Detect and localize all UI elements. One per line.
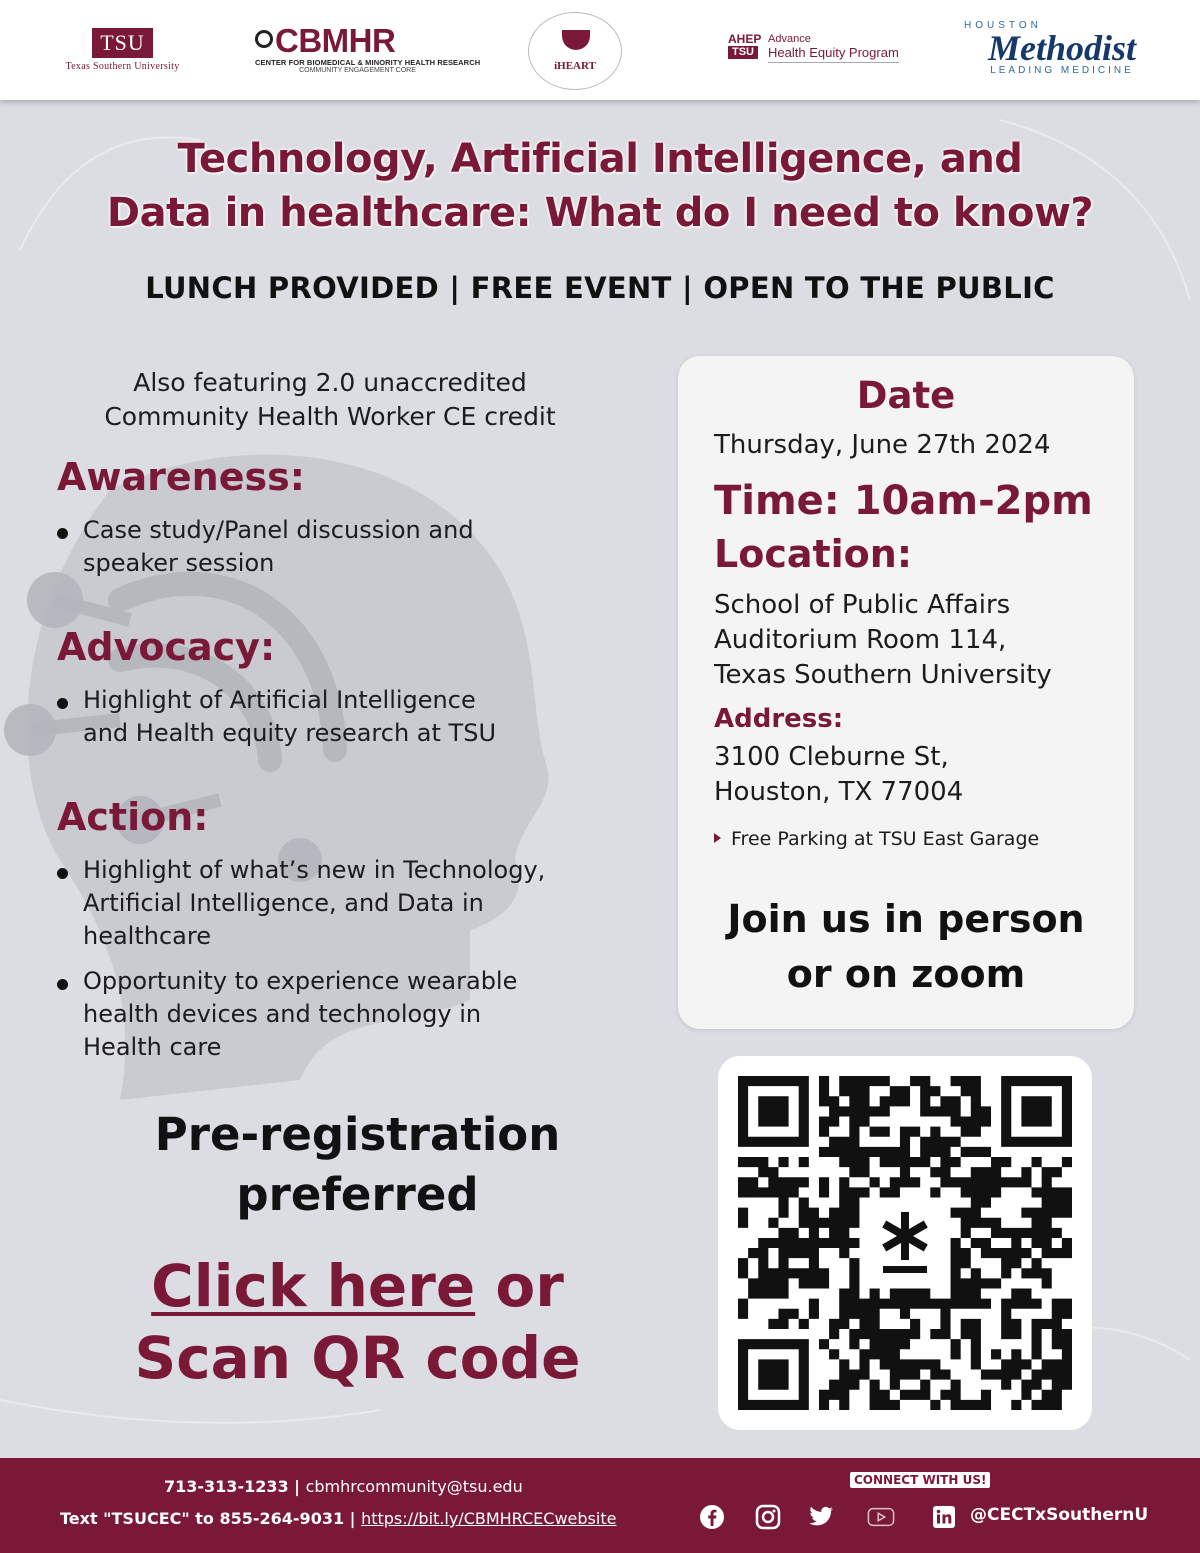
bullet-dot-icon (57, 979, 68, 990)
awareness-heading: Awareness: (57, 455, 305, 499)
qr-center-asterisk-icon (882, 1212, 928, 1273)
event-details-card (678, 356, 1134, 1029)
methodist-logo-top: HOUSTON (964, 20, 1042, 31)
date-heading: Date (856, 374, 956, 417)
logo-bar (0, 0, 1200, 100)
event-banner: LUNCH PROVIDED | FREE EVENT | OPEN TO THE PUBLIC (145, 271, 1055, 305)
event-time: Time: 10am-2pm (714, 478, 1093, 524)
location-line: School of Public Affairs (714, 590, 1011, 620)
ahep-logo-mark: AHEP (728, 32, 762, 46)
join-line2: or on zoom (786, 952, 1026, 996)
cbmhr-swirl-icon (255, 30, 273, 48)
qr-finder-center (758, 1359, 788, 1389)
cbmhr-logo-mark: CBMHR (275, 22, 396, 59)
preregistration-line2: preferred (236, 1168, 479, 1221)
action-heading: Action: (57, 795, 209, 839)
iheart-seal-icon (528, 12, 622, 90)
location-line: Auditorium Room 114, (714, 625, 1007, 655)
bullet-line: Case study/Panel discussion and (83, 516, 474, 544)
bullet-dot-icon (57, 868, 68, 879)
houston-methodist-logo (962, 20, 1162, 76)
tsu-logo (50, 28, 195, 72)
join-line1: Join us in person (727, 897, 1085, 941)
join-note (678, 892, 1134, 1002)
ahep-logo-line1: Advance (768, 33, 811, 45)
ahep-logo-badge: TSU (728, 46, 758, 59)
location-heading: Location: (714, 532, 913, 576)
event-title-line2: Data in healthcare: What do I need to know? (106, 190, 1094, 236)
qr-finder-center (758, 1096, 788, 1126)
bullet-line: Opportunity to experience wearable (83, 967, 518, 995)
twitter-icon[interactable] (808, 1503, 836, 1531)
ce-credit-note (40, 366, 620, 434)
location-value (714, 588, 1052, 693)
bullet-line: Highlight of Artificial Intelligence (83, 686, 476, 714)
cbmhr-logo-line2: COMMUNITY ENGAGEMENT CORE (299, 67, 416, 74)
linkedin-icon[interactable] (930, 1503, 958, 1531)
action-bullet (57, 854, 617, 953)
registration-qr-code[interactable] (718, 1056, 1092, 1430)
scan-qr-text: Scan QR code (134, 1324, 581, 1392)
methodist-logo-tagline: LEADING MEDICINE (990, 65, 1134, 76)
footer-email[interactable]: cbmhrcommunity@tsu.edu (305, 1477, 523, 1496)
preregistration-note (60, 1105, 655, 1225)
parking-text: Free Parking at TSU East Garage (731, 828, 1040, 850)
advocacy-bullet (57, 684, 617, 750)
connect-with-us-label: CONNECT WITH US! (850, 1472, 990, 1488)
footer-contact-line1: 713-313-1233 | cbmhrcommunity@tsu.edu (164, 1477, 523, 1496)
footer-phone[interactable]: 713-313-1233 (164, 1477, 289, 1496)
address-heading: Address: (714, 704, 844, 734)
ahep-logo-rule (768, 62, 899, 70)
cbmhr-logo (255, 22, 481, 74)
bullet-line: Health care (83, 1033, 222, 1061)
parking-note (714, 828, 1039, 850)
social-handle[interactable]: @CECTxSouthernU (970, 1505, 1149, 1525)
qr-finder-center (1021, 1096, 1051, 1126)
bullet-line: and Health equity research at TSU (83, 719, 497, 747)
event-title-line1: Technology, Artificial Intelligence, and (177, 136, 1023, 182)
event-title (0, 132, 1200, 240)
iheart-logo-mark: iHEART (554, 60, 596, 72)
footer-text-prompt: Text "TSUCEC" to 855-264-9031 (60, 1509, 345, 1528)
footer-website-link[interactable]: https://bit.ly/CBMHRCECwebsite (361, 1509, 617, 1528)
address-line: 3100 Cleburne St, (714, 742, 949, 772)
address-value (714, 740, 963, 810)
bullet-line: healthcare (83, 922, 211, 950)
click-here-link[interactable]: Click here (151, 1252, 476, 1320)
ce-credit-line2: Community Health Worker CE credit (104, 402, 556, 431)
action-bullet (57, 965, 617, 1064)
bullet-dot-icon (57, 698, 68, 709)
location-line: Texas Southern University (714, 660, 1052, 690)
qr-code-icon (738, 1076, 1072, 1410)
bullet-dot-icon (57, 528, 68, 539)
cbmhr-logo-line1: CENTER FOR BIOMEDICAL & MINORITY HEALTH RESEARCH (255, 58, 481, 67)
advocacy-heading: Advocacy: (57, 625, 276, 669)
tsu-logo-mark: TSU (92, 28, 153, 58)
methodist-logo-mark: Methodist (987, 28, 1137, 68)
bullet-line: Highlight of what’s new in Technology, (83, 856, 546, 884)
youtube-icon[interactable] (867, 1503, 895, 1531)
footer (0, 1458, 1200, 1553)
bullet-line: Artificial Intelligence, and Data in (83, 889, 484, 917)
facebook-icon[interactable] (698, 1503, 726, 1531)
ce-credit-line1: Also featuring 2.0 unaccredited (133, 368, 527, 397)
footer-contact-line2: Text "TSUCEC" to 855-264-9031 | https://bit.ly/CBMHRCECwebsite (60, 1509, 617, 1528)
registration-cta (60, 1250, 655, 1394)
bullet-line: health devices and technology in (83, 1000, 482, 1028)
bullet-line: speaker session (83, 549, 275, 577)
triangle-bullet-icon (714, 833, 721, 843)
cta-or: or (475, 1252, 564, 1320)
awareness-bullet (57, 514, 617, 580)
tsu-logo-name: Texas Southern University (65, 61, 180, 72)
instagram-icon[interactable] (754, 1503, 782, 1531)
preregistration-line1: Pre-registration (154, 1108, 561, 1161)
iheart-logo (522, 12, 628, 90)
date-value: Thursday, June 27th 2024 (714, 430, 1051, 460)
ahep-logo-line2: Health Equity Program (768, 45, 899, 60)
address-line: Houston, TX 77004 (714, 777, 964, 807)
